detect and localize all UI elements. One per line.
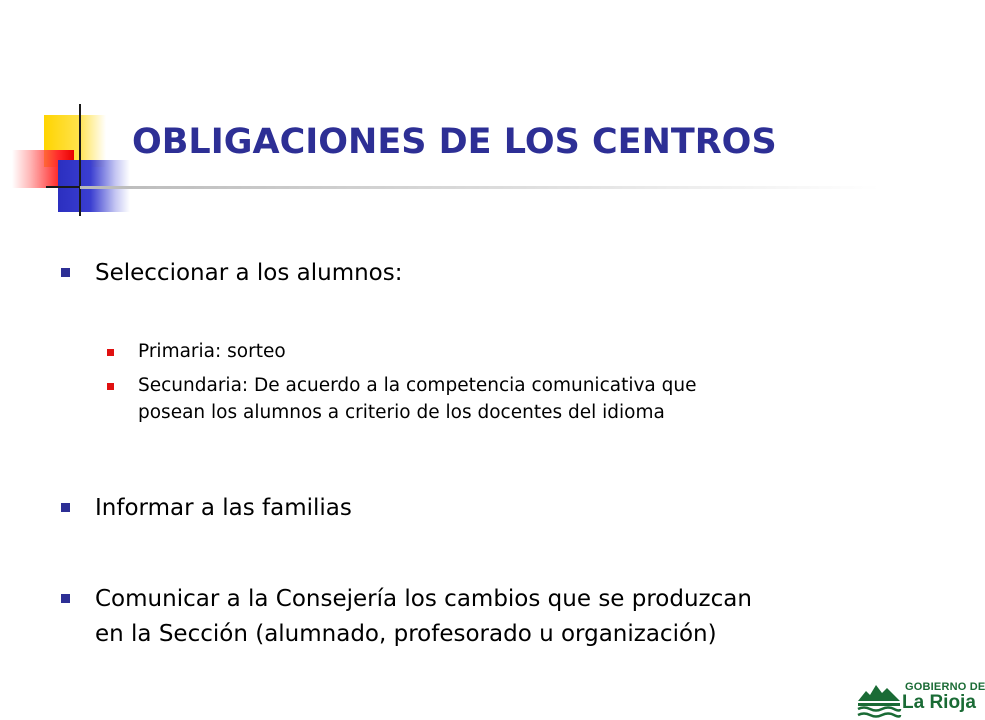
- decor-vertical-line: [79, 104, 81, 216]
- sub-bullet-text-line-2: posean los alumnos a criterio de los docentes del idioma: [138, 402, 665, 423]
- bullet-marker: [61, 268, 70, 277]
- sub-bullet-marker: [107, 383, 114, 390]
- bullet-text: Informar a las familias: [95, 495, 352, 521]
- bullet-marker: [61, 594, 70, 603]
- title-underline: [80, 186, 880, 189]
- logo-line-1: GOBIERNO DE: [905, 681, 985, 693]
- gobierno-la-rioja-logo: [856, 675, 985, 720]
- bullet-text-line-2: en la Sección (alumnado, profesorado u organización): [95, 621, 717, 647]
- title-decoration: [0, 0, 140, 230]
- bullet-text-line-1: Comunicar a la Consejería los cambios que se produzcan: [95, 586, 752, 612]
- sub-bullet-marker: [107, 349, 114, 356]
- slide-title: OBLIGACIONES DE LOS CENTROS: [132, 122, 777, 162]
- bullet-text: Seleccionar a los alumnos:: [95, 260, 403, 286]
- bullet-marker: [61, 503, 70, 512]
- la-rioja-emblem-icon: [856, 679, 902, 719]
- sub-bullet-text: Primaria: sorteo: [138, 341, 286, 362]
- sub-bullet-text-line-1: Secundaria: De acuerdo a la competencia comunicativa que: [138, 375, 697, 396]
- logo-line-2: La Rioja: [902, 692, 976, 713]
